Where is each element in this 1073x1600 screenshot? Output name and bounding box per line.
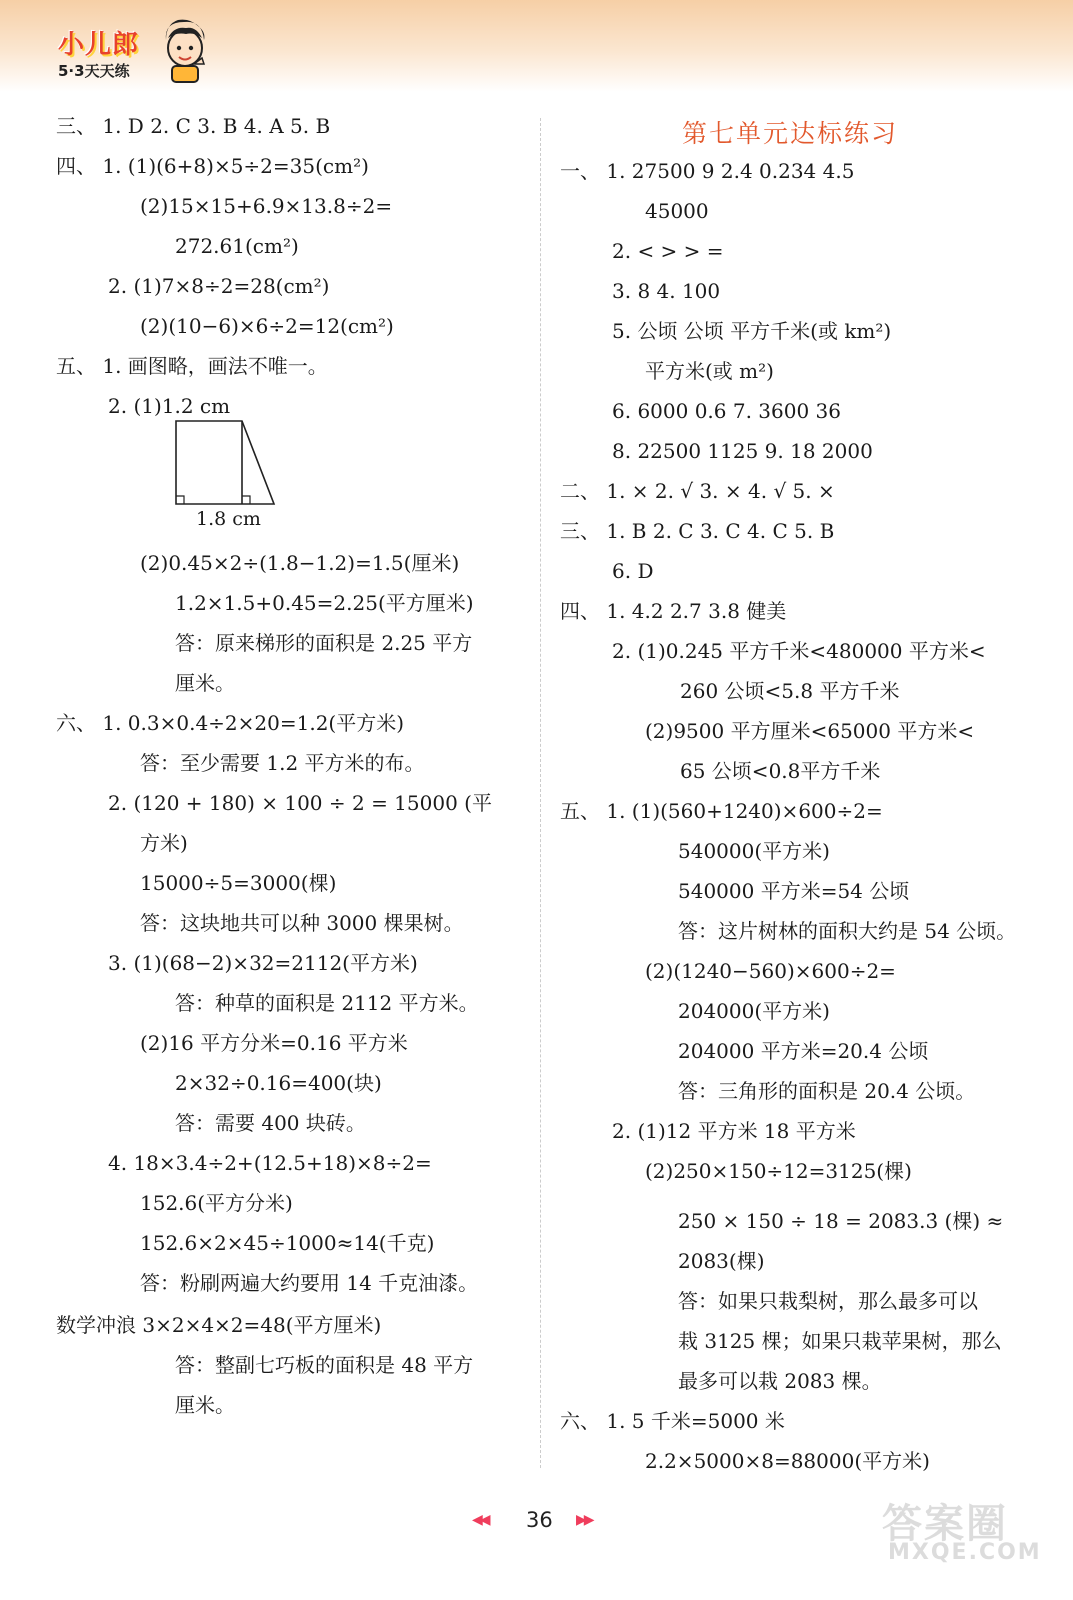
answer-line: 答：这片树林的面积大约是 54 公顷。 [678,919,1017,943]
answer-line: 答：需要 400 块砖。 [175,1111,366,1135]
prev-arrows-icon: ◀◀ [472,1512,488,1528]
answer-line: 方米) [140,831,188,855]
watermark [878,1488,1046,1568]
next-arrows-icon: ▶▶ [576,1512,592,1528]
answer-line: 260 公顷<5.8 平方千米 [680,679,900,703]
answer-line: 204000 平方米=20.4 公顷 [678,1039,929,1063]
answer-line: 五、 1. 画图略，画法不唯一。 [56,354,328,378]
answer-line: 三、 1. B 2. C 3. C 4. C 5. B [560,519,835,543]
answer-line: 答：三角形的面积是 20.4 公顷。 [678,1079,976,1103]
answer-line: 2×32÷0.16=400(块) [175,1071,382,1095]
answer-line: 六、 1. 5 千米=5000 米 [560,1409,785,1433]
answer-line: 最多可以栽 2083 棵。 [678,1369,882,1393]
section-title: 第七单元达标练习 [682,119,899,148]
answer-line: 一、 1. 27500 9 2.4 0.234 4.5 [560,159,855,183]
answer-line: 250 × 150 ÷ 18 = 2083.3̇ (棵) ≈ [678,1209,1004,1233]
page-number: 36 [526,1508,553,1532]
logo [52,16,212,90]
answer-line: 540000(平方米) [678,839,830,863]
answer-line: 2. (1)7×8÷2=28(cm²) [108,274,330,298]
answer-line: 3. (1)(68−2)×32=2112(平方米) [108,951,418,975]
answer-line: 答：种草的面积是 2112 平方米。 [175,991,479,1015]
watermark-url: MXQE.COM [888,1540,1042,1565]
answer-line: 四、 1. (1)(6+8)×5÷2=35(cm²) [56,154,369,178]
answer-line: 1.2×1.5+0.45=2.25(平方厘米) [175,591,474,615]
answer-line: (2)9500 平方厘米<65000 平方米< [645,719,975,743]
answer-line: 厘米。 [175,671,235,695]
watermark-title: 答案圈 [882,1501,1008,1547]
answer-line: 栽 3125 棵；如果只栽苹果树，那么 [678,1329,1002,1353]
answer-line: 65 公顷<0.8平方千米 [680,759,881,783]
answer-line: 6. D [612,559,654,583]
answer-line: 五、 1. (1)(560+1240)×600÷2= [560,799,883,823]
answer-line: 3. 8 4. 100 [612,279,721,303]
answer-line: 45000 [645,199,709,223]
answer-line: 152.6×2×45÷1000≈14(千克) [140,1231,435,1255]
answer-line: 2. (1)12 平方米 18 平方米 [612,1119,856,1143]
answer-line: 答：这块地共可以种 3000 棵果树。 [140,911,464,935]
answer-line: (2)16 平方分米=0.16 平方米 [140,1031,408,1055]
answer-line: (2)(10−6)×6÷2=12(cm²) [140,314,394,338]
answer-line: 152.6(平方分米) [140,1191,293,1215]
answer-line: 8. 22500 1125 9. 18 2000 [612,439,873,463]
answer-line: 答：整副七巧板的面积是 48 平方 [175,1353,474,1377]
trapezoid-figure [168,418,284,510]
answer-line: 2.2×5000×8=88000(平方米) [645,1449,930,1473]
answer-line: 答：如果只栽梨树，那么最多可以 [678,1289,978,1313]
answer-line: 2. < > > = [612,239,724,263]
figure-base-label: 1.8 cm [196,508,261,530]
answer-line: 4. 18×3.4÷2+(12.5+18)×8÷2= [108,1151,432,1175]
answer-line: 三、 1. D 2. C 3. B 4. A 5. B [56,114,331,138]
answer-line: 答：原来梯形的面积是 2.25 平方 [175,631,473,655]
logo-title: 小儿郎 [58,30,140,60]
answer-line: (2)15×15+6.9×13.8÷2= [140,194,393,218]
answer-line: 六、 1. 0.3×0.4÷2×20=1.2(平方米) [56,711,405,735]
answer-line: 2083(棵) [678,1249,765,1273]
column-divider [540,118,541,1468]
answer-line: 204000(平方米) [678,999,830,1023]
answer-line: 6. 6000 0.6 7. 3600 36 [612,399,842,423]
answer-line: 二、 1. × 2. √ 3. × 4. √ 5. × [560,479,835,503]
answer-line: (2)0.45×2÷(1.8−1.2)=1.5(厘米) [140,551,460,575]
answer-line: (2)(1240−560)×600÷2= [645,959,896,983]
answer-line: 2. (120 + 180) × 100 ÷ 2 = 15000 (平 [108,791,492,815]
answer-line: 四、 1. 4.2 2.7 3.8 健美 [560,599,787,623]
answer-line: 平方米(或 m²) [645,359,774,383]
answer-line: 2. (1)0.245 平方千米<480000 平方米< [612,639,986,663]
answer-line: 答：粉刷两遍大约要用 14 千克油漆。 [140,1271,479,1295]
answer-line: 540000 平方米=54 公顷 [678,879,910,903]
answer-line: 272.61(cm²) [175,234,299,258]
answer-line: 厘米。 [175,1393,235,1417]
answer-line: 数学冲浪 3×2×4×2=48(平方厘米) [56,1313,382,1337]
logo-subtitle: 5·3天天练 [58,62,130,80]
boy-mascot-icon [160,18,210,84]
answer-line: 2. (1)1.2 cm [108,394,231,418]
answer-line: 5. 公顷 公顷 平方千米(或 km²) [612,319,892,343]
answer-line: (2)250×150÷12=3125(棵) [645,1159,912,1183]
answer-line: 答：至少需要 1.2 平方米的布。 [140,751,425,775]
answer-line: 15000÷5=3000(棵) [140,871,337,895]
